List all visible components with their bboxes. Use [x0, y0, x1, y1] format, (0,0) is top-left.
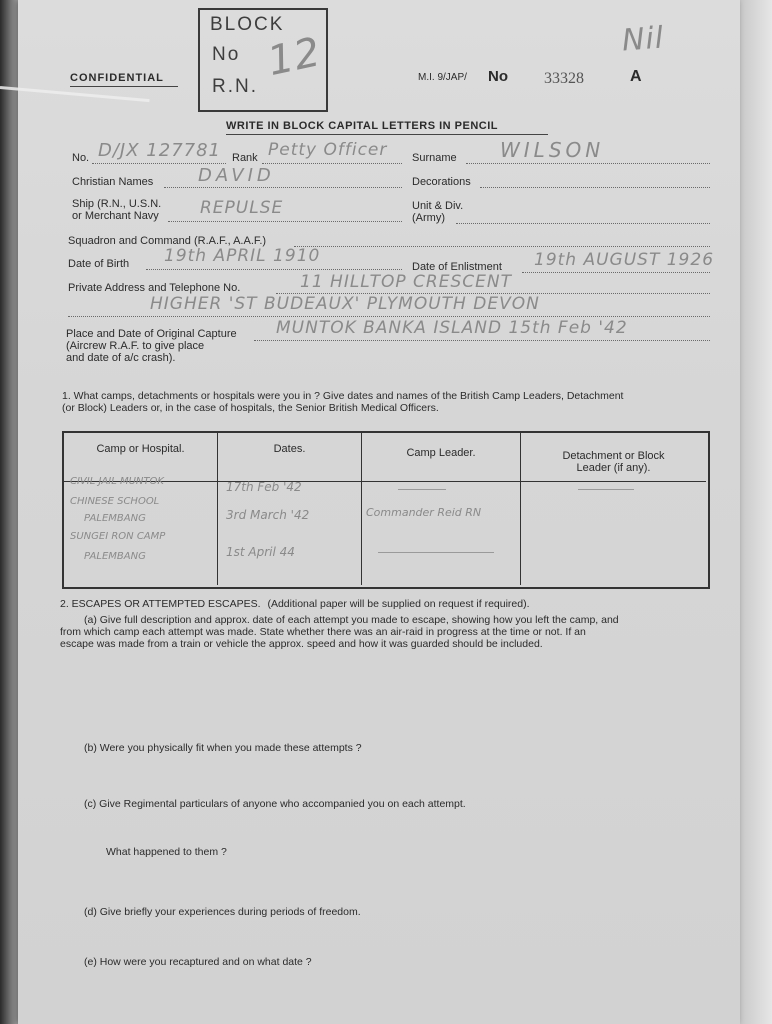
question2d: (d) Give briefly your experiences during periods of freedom.: [84, 906, 361, 918]
question2b: (b) Were you physically fit when you made these attempts ?: [84, 742, 362, 754]
no-line: [92, 163, 226, 164]
number-symbol: No: [488, 68, 508, 85]
rank-label: Rank: [232, 152, 258, 164]
unit-line: [456, 223, 710, 224]
question2a-line3: escape was made from a train or vehicle the approx. speed and how it was guarded should be included.: [60, 638, 543, 650]
surname-label: Surname: [412, 152, 457, 164]
col-header-detachment-line1: Detachment or Block: [562, 450, 665, 462]
dob-value: 19th APRIL 1910: [164, 246, 321, 266]
col-header-leader: Camp Leader.: [406, 447, 476, 459]
question2-heading: [60, 598, 530, 610]
date-entry-3: 1st April 44: [226, 545, 295, 559]
address-line-2: [68, 316, 710, 317]
serial-number: 33328: [544, 70, 584, 87]
decorations-line: [480, 187, 710, 188]
question2e: (e) How were you recaptured and on what date ?: [84, 956, 312, 968]
question2c: (c) Give Regimental particulars of anyone who accompanied you on each attempt.: [84, 798, 466, 810]
question2a-line1: (a) Give full description and approx. date of each attempt you made to escape, showing how you left the camp, and: [84, 614, 619, 626]
unit-label-line2: (Army): [412, 212, 445, 224]
camp-entry-1: CIVIL JAIL MUNTOK: [70, 476, 164, 487]
question2-note: (Additional paper will be supplied on request if required).: [267, 598, 530, 610]
stamp-line-rn: R.N.: [212, 76, 258, 97]
dob-label: Date of Birth: [68, 258, 130, 270]
col-header-camp: Camp or Hospital.: [96, 443, 185, 455]
no-value: D/JX 127781: [98, 140, 221, 161]
stamp-line-no: No: [212, 44, 241, 65]
unit-label-line1: Unit & Div.: [412, 200, 464, 212]
squadron-label: Squadron and Command (R.A.F., A.A.F.): [68, 235, 267, 247]
dob-line: [146, 269, 402, 270]
instruction-underline: [226, 134, 548, 135]
col-header-dates: Dates.: [273, 443, 306, 455]
stamp-handwritten-number: 12: [263, 29, 326, 85]
christian-names-line: [164, 187, 402, 188]
camp-entry-2: CHINESE SCHOOL: [70, 496, 160, 507]
no-label: No.: [72, 152, 90, 164]
ship-label-line2: or Merchant Navy: [72, 210, 159, 222]
surname-value: WILSON: [500, 138, 605, 162]
enlistment-line: [522, 272, 710, 273]
capture-value: MUNTOK BANKA ISLAND 15th Feb '42: [276, 318, 628, 338]
decorations-label: Decorations: [412, 176, 471, 188]
leader-entry-1: Commander Reid RN: [366, 506, 482, 519]
adjacent-page-right: [740, 0, 772, 1024]
ship-label-line1: Ship (R.N., U.S.N.: [72, 198, 162, 210]
enlistment-label: Date of Enlistment: [412, 261, 502, 273]
stamp-line-block: BLOCK: [210, 14, 285, 35]
address-value-1: 11 HILLTOP CRESCENT: [300, 272, 512, 292]
question1-line1: 1. What camps, detachments or hospitals were you in ? Give dates and names of the British Camp Leaders, Detachment: [62, 390, 624, 402]
rank-value: Petty Officer: [268, 140, 388, 160]
squadron-line: [294, 246, 710, 247]
table-col-rule-1: [217, 433, 218, 585]
camp-entry-3: PALEMBANG: [84, 513, 146, 524]
christian-names-label: Christian Names: [72, 176, 154, 188]
rank-line: [262, 163, 402, 164]
ship-value: REPULSE: [200, 198, 284, 218]
capture-label-line3: and date of a/c crash).: [66, 352, 176, 364]
series-letter: A: [630, 68, 642, 85]
camp-entry-4: SUNGEI RON CAMP: [70, 531, 166, 542]
address-label: Private Address and Telephone No.: [68, 282, 241, 294]
question2-title: 2. ESCAPES OR ATTEMPTED ESCAPES.: [60, 598, 261, 610]
capture-label-line2: (Aircrew R.A.F. to give place: [66, 340, 205, 352]
confidential-underline: [70, 86, 178, 87]
address-value-2: HIGHER 'ST BUDEAUX' PLYMOUTH DEVON: [150, 294, 540, 314]
surname-line: [466, 163, 710, 164]
form-reference: M.I. 9/JAP/: [418, 72, 467, 83]
instruction-heading: WRITE IN BLOCK CAPITAL LETTERS IN PENCIL: [226, 120, 498, 132]
leader-dash-1: [398, 489, 446, 490]
christian-names-value: DAVID: [198, 165, 275, 186]
question2a-line2: from which camp each attempt was made. State whether there was an air-raid in progress at the time or not. If an: [60, 626, 586, 638]
corner-note: Nil: [620, 20, 666, 59]
leader-dash-2: [378, 552, 494, 553]
capture-line: [254, 340, 710, 341]
ship-line: [168, 221, 402, 222]
col-header-detachment-line2: Leader (if any).: [576, 462, 651, 474]
enlistment-value: 19th AUGUST 1926: [534, 250, 715, 270]
date-entry-2: 3rd March '42: [226, 508, 310, 522]
capture-label-line1: Place and Date of Original Capture: [66, 328, 237, 340]
question1-line2: (or Block) Leaders or, in the case of hospitals, the Senior British Medical Officers.: [62, 402, 439, 414]
detachment-dash: [578, 489, 634, 490]
camp-entry-5: PALEMBANG: [84, 551, 146, 562]
confidential-label: CONFIDENTIAL: [70, 72, 164, 84]
question2c-followup: What happened to them ?: [106, 846, 227, 858]
date-entry-1: 17th Feb '42: [226, 480, 302, 494]
